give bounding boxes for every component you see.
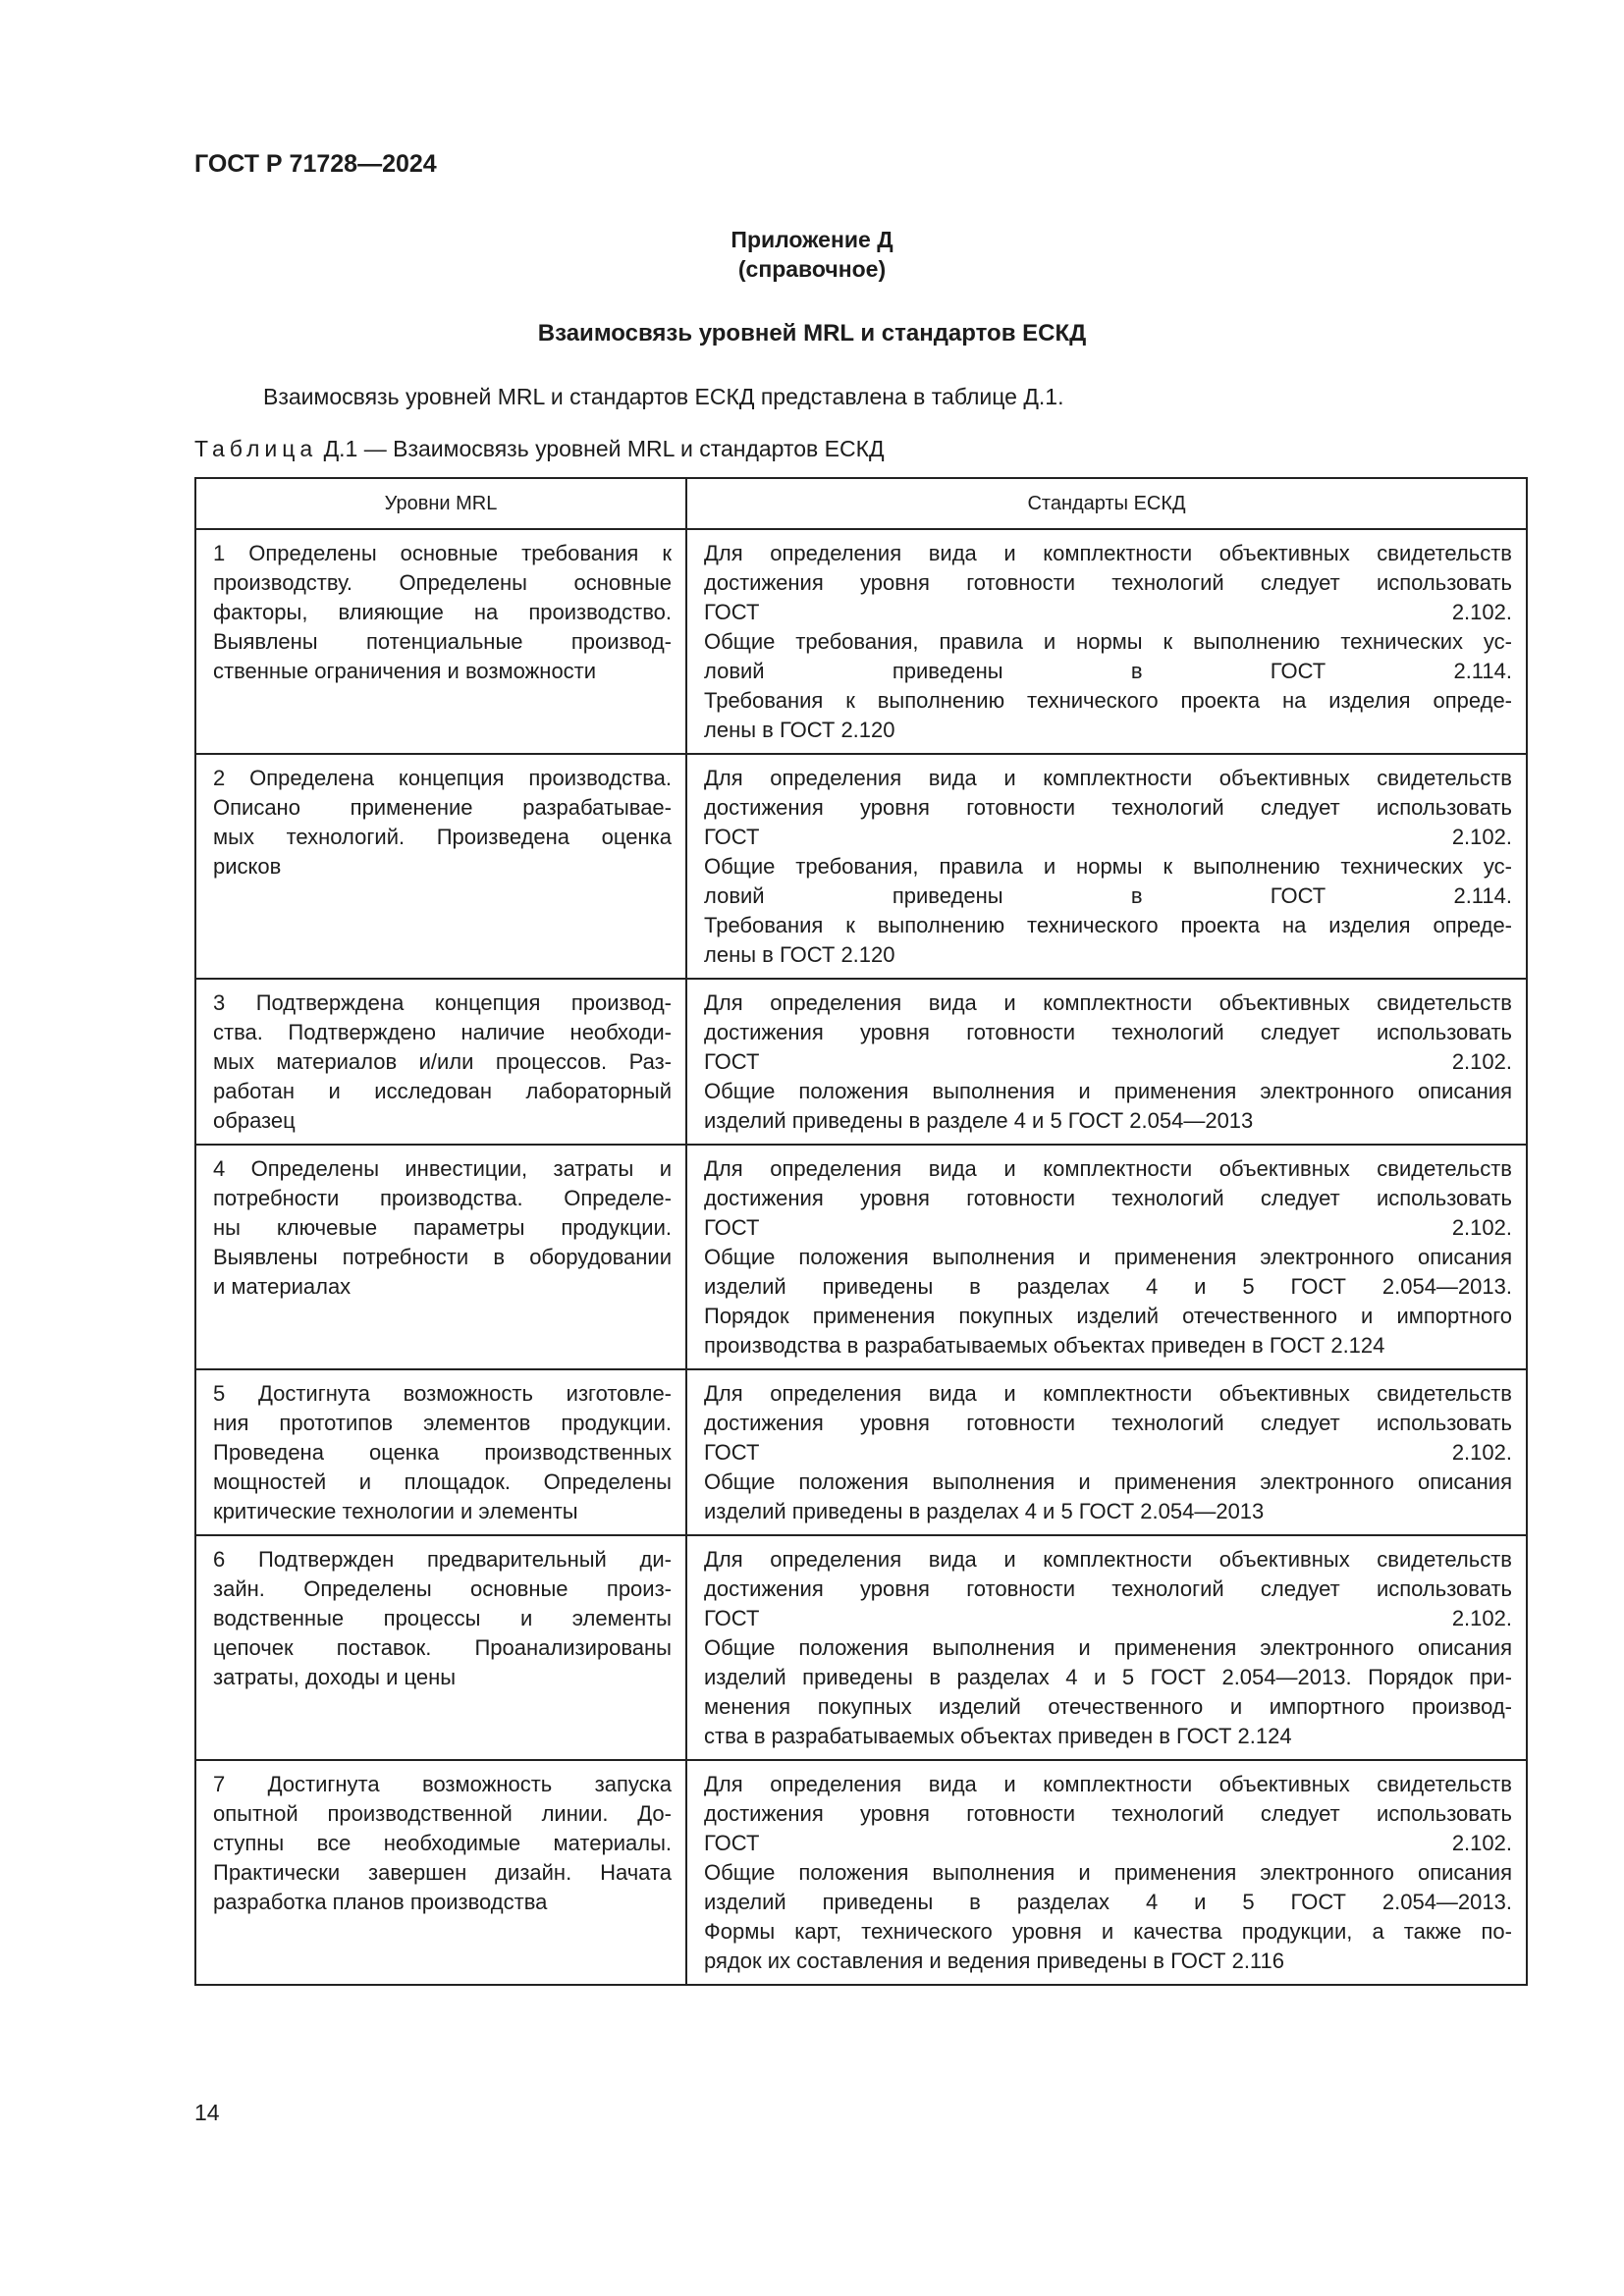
cell-text-line: Общие положения выполнения и применения электронного описания bbox=[704, 1079, 1512, 1103]
mrl-level-cell bbox=[195, 529, 686, 754]
table-row bbox=[195, 1760, 1527, 1985]
cell-text-line: изделий приведены в разделе 4 и 5 ГОСТ 2.054—2013 bbox=[704, 1108, 1254, 1133]
cell-text-line: ГОСТ 2.102. bbox=[704, 1831, 1512, 1855]
cell-text-line: рядок их составления и ведения приведены в ГОСТ 2.116 bbox=[704, 1949, 1285, 1973]
eskd-standards-cell bbox=[686, 1535, 1527, 1760]
cell-text-line: ния прототипов элементов продукции. bbox=[213, 1411, 672, 1435]
cell-text-line: Общие положения выполнения и применения электронного описания bbox=[704, 1245, 1512, 1269]
cell-text-line: и материалах bbox=[213, 1274, 352, 1299]
cell-text-line: ловий приведены в ГОСТ 2.114. bbox=[704, 883, 1512, 908]
cell-text-line: Для определения вида и комплектности объективных свидетельств bbox=[704, 1772, 1512, 1796]
cell-text-line: ны ключевые параметры продукции. bbox=[213, 1215, 672, 1240]
cell-text-line: лены в ГОСТ 2.120 bbox=[704, 942, 895, 967]
cell-text-line: Формы карт, технического уровня и качества продукции, а также по- bbox=[704, 1919, 1512, 1944]
cell-text-line: ГОСТ 2.102. bbox=[704, 600, 1512, 624]
cell-text-line: водственные процессы и элементы bbox=[213, 1606, 672, 1630]
cell-text-line: Для определения вида и комплектности объективных свидетельств bbox=[704, 766, 1512, 790]
table-row bbox=[195, 529, 1527, 754]
cell-text-line: образец bbox=[213, 1108, 296, 1133]
annex-kind: (справочное) bbox=[737, 256, 887, 282]
cell-text-line: Порядок применения покупных изделий отечественного и импортного bbox=[704, 1304, 1512, 1328]
eskd-standards-cell bbox=[686, 754, 1527, 979]
cell-text-line: производству. Определены основные bbox=[213, 570, 672, 595]
cell-text-line: цепочек поставок. Проанализированы bbox=[213, 1635, 672, 1660]
table-caption bbox=[194, 435, 885, 462]
cell-text-line: изделий приведены в разделах 4 и 5 ГОСТ 2.054—2013 bbox=[704, 1499, 1265, 1523]
cell-text-line: Для определения вида и комплектности объективных свидетельств bbox=[704, 1156, 1512, 1181]
cell-text-line: ГОСТ 2.102. bbox=[704, 1606, 1512, 1630]
cell-text-line: Требования к выполнению технического проекта на изделия опреде- bbox=[704, 688, 1512, 713]
cell-text-line: Общие требования, правила и нормы к выполнению технических ус- bbox=[704, 629, 1512, 654]
cell-text-line: Практически завершен дизайн. Начата bbox=[213, 1860, 672, 1885]
cell-text-line: менения покупных изделий отечественного и импортного производ- bbox=[704, 1694, 1512, 1719]
cell-text-line: Описано применение разрабатывае- bbox=[213, 795, 672, 820]
cell-text-line: Выявлены потребности в оборудовании bbox=[213, 1245, 672, 1269]
cell-text-line: изделий приведены в разделах 4 и 5 ГОСТ 2.054—2013. bbox=[704, 1890, 1512, 1914]
cell-text-line: ства в разрабатываемых объектах приведен в ГОСТ 2.124 bbox=[704, 1724, 1292, 1748]
cell-text-line: Для определения вида и комплектности объективных свидетельств bbox=[704, 541, 1512, 565]
page-number: 14 bbox=[194, 2100, 220, 2125]
document-id: ГОСТ Р 71728—2024 bbox=[194, 150, 437, 178]
cell-text-line: рисков bbox=[213, 854, 282, 879]
cell-text-line: затраты, доходы и цены bbox=[213, 1665, 457, 1689]
cell-text-line: 4 Определены инвестиции, затраты и bbox=[213, 1156, 672, 1181]
cell-text-line: работан и исследован лабораторный bbox=[213, 1079, 672, 1103]
cell-text-line: 6 Подтвержден предварительный ди- bbox=[213, 1547, 672, 1572]
cell-text-line: Общие положения выполнения и применения электронного описания bbox=[704, 1635, 1512, 1660]
table-caption-prefix: Таблица bbox=[194, 436, 318, 461]
table-row bbox=[195, 1369, 1527, 1535]
cell-text-line: 1 Определены основные требования к bbox=[213, 541, 672, 565]
table-row bbox=[195, 1535, 1527, 1760]
table-row bbox=[195, 754, 1527, 979]
cell-text-line: мощностей и площадок. Определены bbox=[213, 1469, 672, 1494]
cell-text-line: ства. Подтверждено наличие необходи- bbox=[213, 1020, 672, 1044]
cell-text-line: ГОСТ 2.102. bbox=[704, 1049, 1512, 1074]
cell-text-line: опытной производственной линии. До- bbox=[213, 1801, 672, 1826]
cell-text-line: Общие положения выполнения и применения электронного описания bbox=[704, 1860, 1512, 1885]
cell-text-line: ГОСТ 2.102. bbox=[704, 825, 1512, 849]
cell-text-line: 7 Достигнута возможность запуска bbox=[213, 1772, 672, 1796]
cell-text-line: 3 Подтверждена концепция производ- bbox=[213, 990, 672, 1015]
cell-text-line: Общие требования, правила и нормы к выполнению технических ус- bbox=[704, 854, 1512, 879]
header-eskd-standards: Стандарты ЕСКД bbox=[686, 478, 1527, 529]
cell-text-line: ственные ограничения и возможности bbox=[213, 659, 597, 683]
cell-text-line: достижения уровня готовности технологий следует использовать bbox=[704, 1186, 1512, 1210]
cell-text-line: Требования к выполнению технического проекта на изделия опреде- bbox=[704, 913, 1512, 937]
mrl-level-cell bbox=[195, 754, 686, 979]
cell-text-line: достижения уровня готовности технологий следует использовать bbox=[704, 1020, 1512, 1044]
cell-text-line: Проведена оценка производственных bbox=[213, 1440, 672, 1465]
cell-text-line: зайн. Определены основные произ- bbox=[213, 1576, 672, 1601]
mrl-level-cell bbox=[195, 1760, 686, 1985]
header-mrl-levels: Уровни MRL bbox=[195, 478, 686, 529]
table-caption-text: Д.1 — Взаимосвязь уровней MRL и стандартов ЕСКД bbox=[317, 436, 885, 461]
cell-text-line: Для определения вида и комплектности объективных свидетельств bbox=[704, 1547, 1512, 1572]
cell-text-line: изделий приведены в разделах 4 и 5 ГОСТ 2.054—2013. bbox=[704, 1274, 1512, 1299]
cell-text-line: достижения уровня готовности технологий следует использовать bbox=[704, 795, 1512, 820]
cell-text-line: потребности производства. Определе- bbox=[213, 1186, 672, 1210]
table-row bbox=[195, 979, 1527, 1145]
cell-text-line: достижения уровня готовности технологий следует использовать bbox=[704, 570, 1512, 595]
cell-text-line: Для определения вида и комплектности объективных свидетельств bbox=[704, 990, 1512, 1015]
cell-text-line: достижения уровня готовности технологий следует использовать bbox=[704, 1576, 1512, 1601]
cell-text-line: ступны все необходимые материалы. bbox=[213, 1831, 672, 1855]
cell-text-line: изделий приведены в разделах 4 и 5 ГОСТ 2.054—2013. Порядок при- bbox=[704, 1665, 1512, 1689]
cell-text-line: Выявлены потенциальные производ- bbox=[213, 629, 672, 654]
cell-text-line: Общие положения выполнения и применения электронного описания bbox=[704, 1469, 1512, 1494]
cell-text-line: производства в разрабатываемых объектах приведен в ГОСТ 2.124 bbox=[704, 1333, 1385, 1358]
annex-label: Приложение Д bbox=[731, 227, 893, 252]
cell-text-line: ГОСТ 2.102. bbox=[704, 1440, 1512, 1465]
mrl-level-cell bbox=[195, 979, 686, 1145]
table-row bbox=[195, 1145, 1527, 1369]
eskd-standards-cell bbox=[686, 979, 1527, 1145]
table-header-row bbox=[195, 478, 1527, 529]
mrl-level-cell bbox=[195, 1369, 686, 1535]
eskd-standards-cell bbox=[686, 529, 1527, 754]
eskd-standards-cell bbox=[686, 1369, 1527, 1535]
annex-title: Взаимосвязь уровней MRL и стандартов ЕСКД bbox=[537, 320, 1087, 347]
cell-text-line: 5 Достигнута возможность изготовле- bbox=[213, 1381, 672, 1406]
cell-text-line: критические технологии и элементы bbox=[213, 1499, 578, 1523]
cell-text-line: разработка планов производства bbox=[213, 1890, 548, 1914]
cell-text-line: достижения уровня готовности технологий следует использовать bbox=[704, 1801, 1512, 1826]
cell-text-line: достижения уровня готовности технологий следует использовать bbox=[704, 1411, 1512, 1435]
cell-text-line: мых материалов и/или процессов. Раз- bbox=[213, 1049, 672, 1074]
cell-text-line: Для определения вида и комплектности объективных свидетельств bbox=[704, 1381, 1512, 1406]
mrl-level-cell bbox=[195, 1145, 686, 1369]
cell-text-line: факторы, влияющие на производство. bbox=[213, 600, 672, 624]
cell-text-line: 2 Определена концепция производства. bbox=[213, 766, 672, 790]
cell-text-line: ГОСТ 2.102. bbox=[704, 1215, 1512, 1240]
mrl-eskd-table bbox=[194, 477, 1528, 1986]
intro-paragraph: Взаимосвязь уровней MRL и стандартов ЕСКД представлена в таблице Д.1. bbox=[263, 384, 1064, 409]
table-body bbox=[195, 529, 1527, 1985]
eskd-standards-cell bbox=[686, 1145, 1527, 1369]
cell-text-line: мых технологий. Произведена оценка bbox=[213, 825, 672, 849]
cell-text-line: ловий приведены в ГОСТ 2.114. bbox=[704, 659, 1512, 683]
eskd-standards-cell bbox=[686, 1760, 1527, 1985]
mrl-level-cell bbox=[195, 1535, 686, 1760]
cell-text-line: лены в ГОСТ 2.120 bbox=[704, 718, 895, 742]
